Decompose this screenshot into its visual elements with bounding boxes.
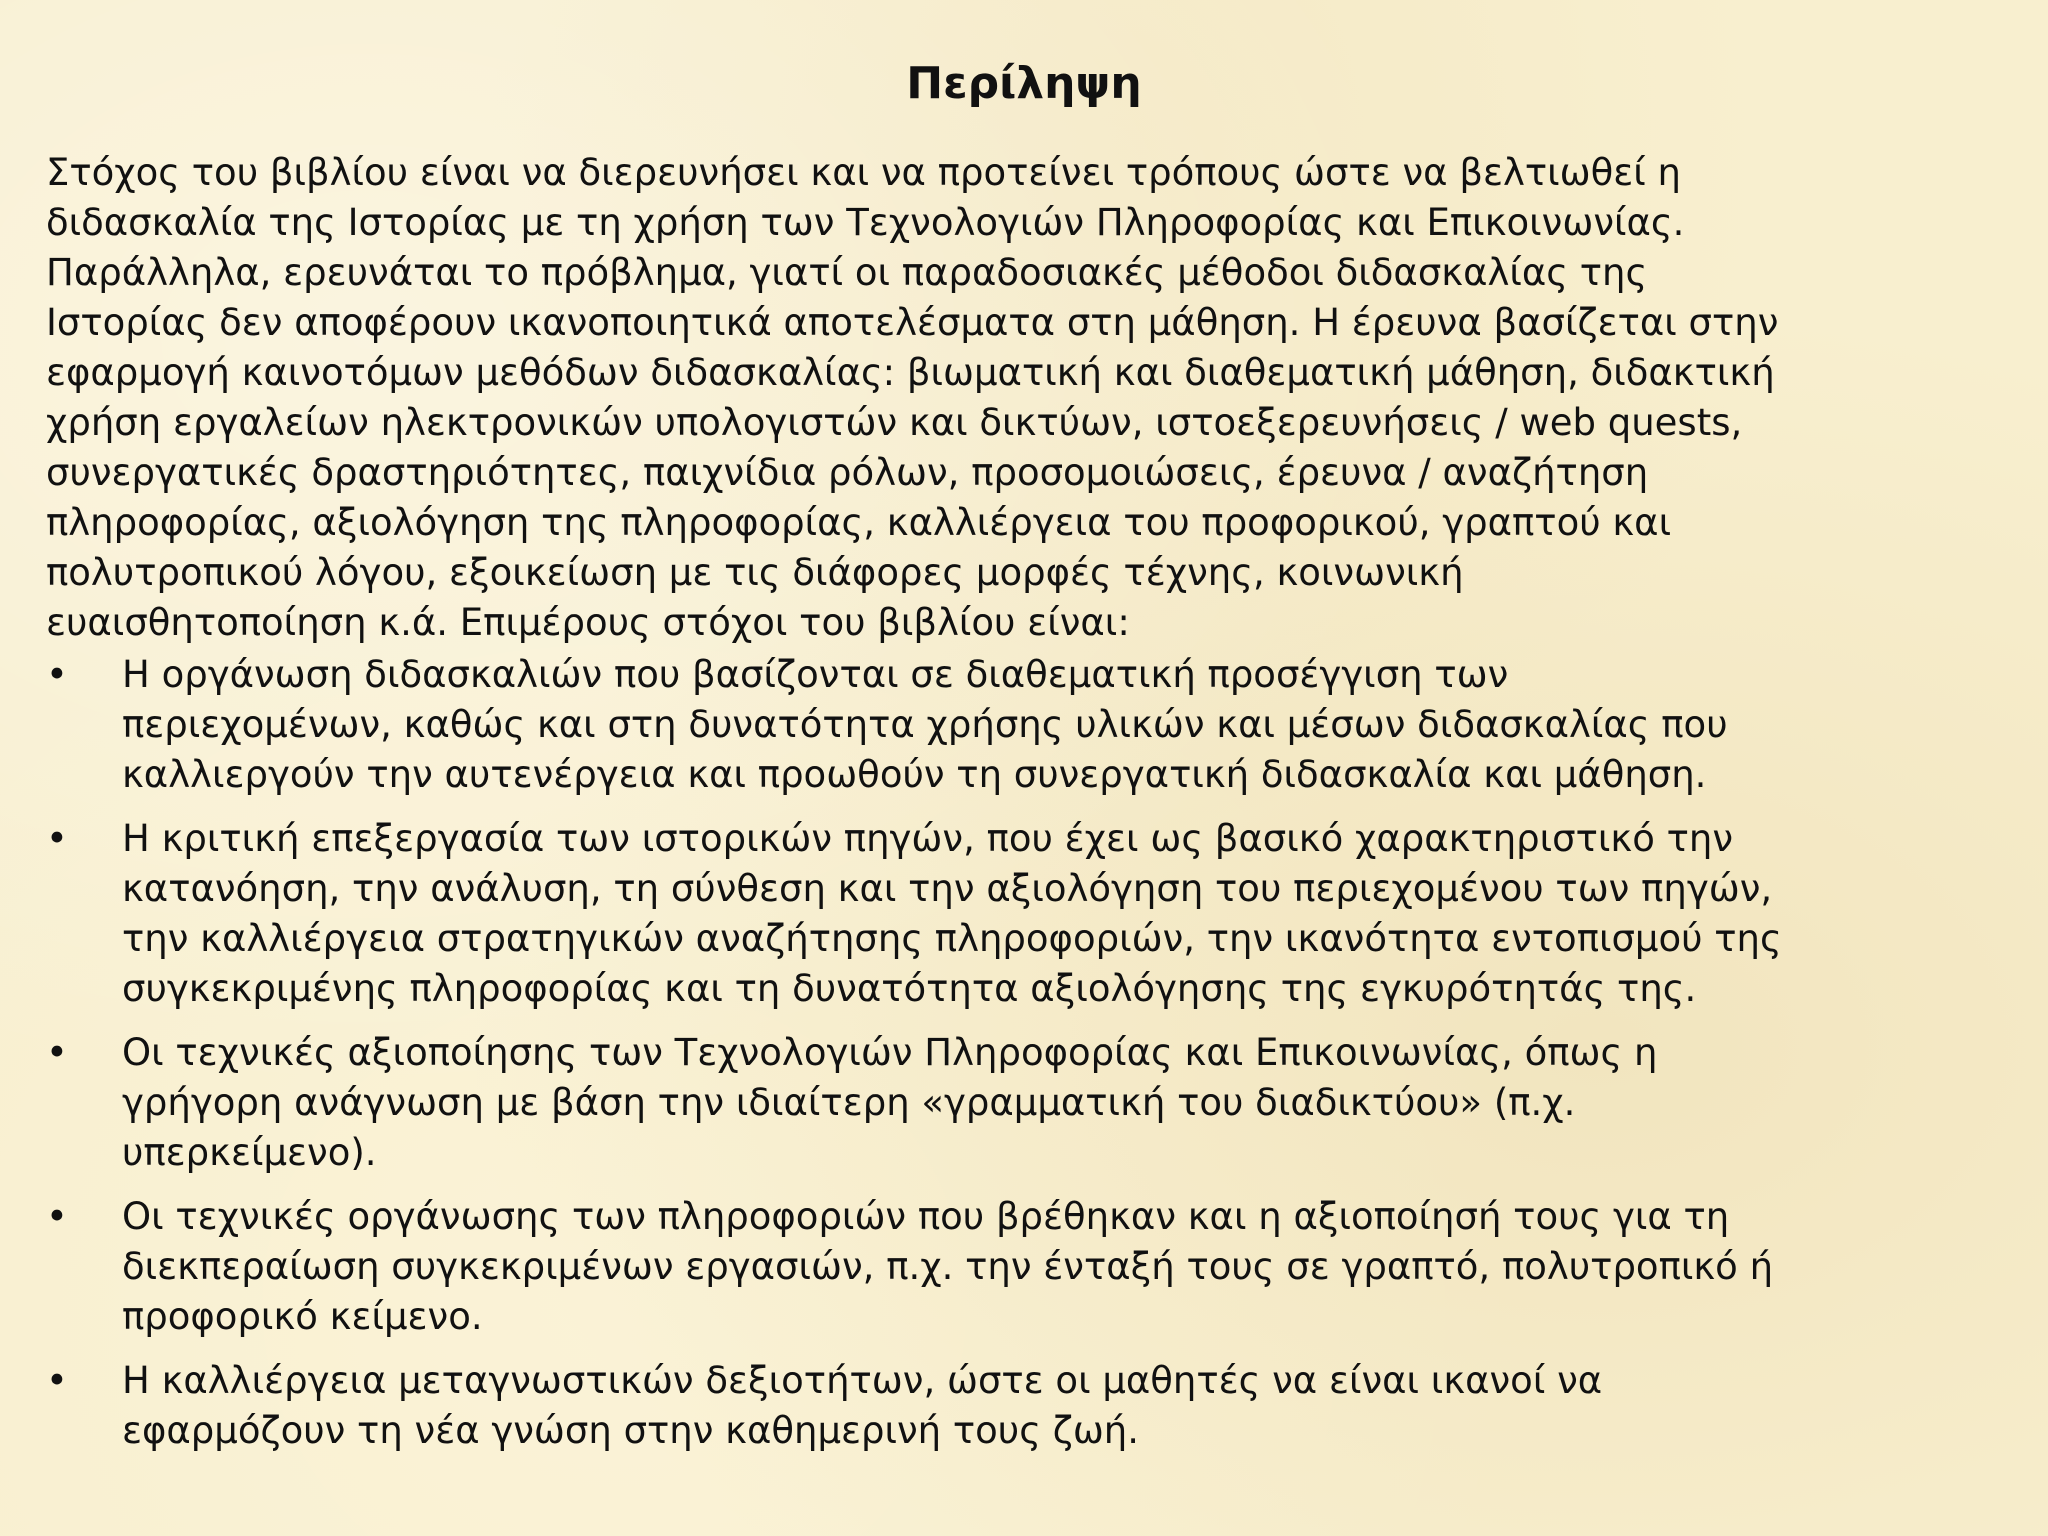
list-item-line: υπερκείμενο). xyxy=(122,1131,377,1174)
list-item-line: κατανόηση, την ανάλυση, τη σύνθεση και την αξιολόγηση του περιεχομένου των πηγών, xyxy=(122,867,1773,910)
list-item-line: καλλιεργούν την αυτενέργεια και προωθούν τη συνεργατική διδασκαλία και μάθηση. xyxy=(122,753,1707,796)
intro-line: εφαρμογή καινοτόμων μεθόδων διδασκαλίας: βιωματική και διαθεματική μάθηση, διδακτική xyxy=(46,351,1775,394)
list-item xyxy=(46,650,2016,800)
intro-line: συνεργατικές δραστηριότητες, παιχνίδια ρόλων, προσομοιώσεις, έρευνα / αναζήτηση xyxy=(46,451,1649,494)
bullet-icon: • xyxy=(46,1031,68,1074)
bullet-icon: • xyxy=(46,1359,68,1402)
intro-line: Στόχος του βιβλίου είναι να διερευνήσει και να προτείνει τρόπους ώστε να βελτιωθεί η xyxy=(46,151,1681,194)
intro-line: πολυτροπικού λόγου, εξοικείωση με τις διάφορες μορφές τέχνης, κοινωνική xyxy=(46,551,1464,594)
list-item-line: γρήγορη ανάγνωση με βάση την ιδιαίτερη «γραμματική του διαδικτύου» (π.χ. xyxy=(122,1081,1576,1124)
list-item-line: Η κριτική επεξεργασία των ιστορικών πηγών, που έχει ως βασικό χαρακτηριστικό την xyxy=(122,817,1733,860)
list-item-line: την καλλιέργεια στρατηγικών αναζήτησης πληροφοριών, την ικανότητα εντοπισμού της xyxy=(122,917,1782,960)
list-item-line: διεκπεραίωση συγκεκριμένων εργασιών, π.χ. την ένταξή τους σε γραπτό, πολυτροπικό ή xyxy=(122,1245,1774,1288)
intro-line: Παράλληλα, ερευνάται το πρόβλημα, γιατί οι παραδοσιακές μέθοδοι διδασκαλίας της xyxy=(46,251,1648,294)
bullet-icon: • xyxy=(46,817,68,860)
intro-line: χρήση εργαλείων ηλεκτρονικών υπολογιστών και δικτύων, ιστοεξερευνήσεις / web quests, xyxy=(46,401,1743,444)
list-item xyxy=(46,814,2016,1014)
list-item-line: Οι τεχνικές αξιοποίησης των Τεχνολογιών Πληροφορίας και Επικοινωνίας, όπως η xyxy=(122,1031,1658,1074)
intro-line: ευαισθητοποίηση κ.ά. Επιμέρους στόχοι του βιβλίου είναι: xyxy=(46,601,1130,644)
intro-line: Ιστορίας δεν αποφέρουν ικανοποιητικά αποτελέσματα στη μάθηση. Η έρευνα βασίζεται στην xyxy=(46,301,1779,344)
intro-paragraph xyxy=(46,148,2016,648)
list-item-line: προφορικό κείμενο. xyxy=(122,1295,483,1338)
list-item xyxy=(46,1192,2016,1342)
list-item-line: Η καλλιέργεια μεταγνωστικών δεξιοτήτων, ώστε οι μαθητές να είναι ικανοί να xyxy=(122,1359,1603,1402)
intro-line: πληροφορίας, αξιολόγηση της πληροφορίας, καλλιέργεια του προφορικού, γραπτού και xyxy=(46,501,1672,544)
list-item-line: Η οργάνωση διδασκαλιών που βασίζονται σε διαθεματική προσέγγιση των xyxy=(122,653,1509,696)
list-item-line: συγκεκριμένης πληροφορίας και τη δυνατότητα αξιολόγησης της εγκυρότητάς της. xyxy=(122,967,1697,1010)
list-item xyxy=(46,1028,2016,1178)
list-item-line: Οι τεχνικές οργάνωσης των πληροφοριών που βρέθηκαν και η αξιοποίησή τους για τη xyxy=(122,1195,1730,1238)
list-item-line: εφαρμόζουν τη νέα γνώση στην καθημερινή τους ζωή. xyxy=(122,1409,1140,1452)
bullet-icon: • xyxy=(46,653,68,696)
page-title: Περίληψη xyxy=(906,58,1142,109)
list-item xyxy=(46,1356,2016,1456)
intro-line: διδασκαλία της Ιστορίας με τη χρήση των Τεχνολογιών Πληροφορίας και Επικοινωνίας. xyxy=(46,201,1685,244)
list-item-line: περιεχομένων, καθώς και στη δυνατότητα χρήσης υλικών και μέσων διδασκαλίας που xyxy=(122,703,1728,746)
bullet-icon: • xyxy=(46,1195,68,1238)
objectives-list xyxy=(46,650,2016,1470)
